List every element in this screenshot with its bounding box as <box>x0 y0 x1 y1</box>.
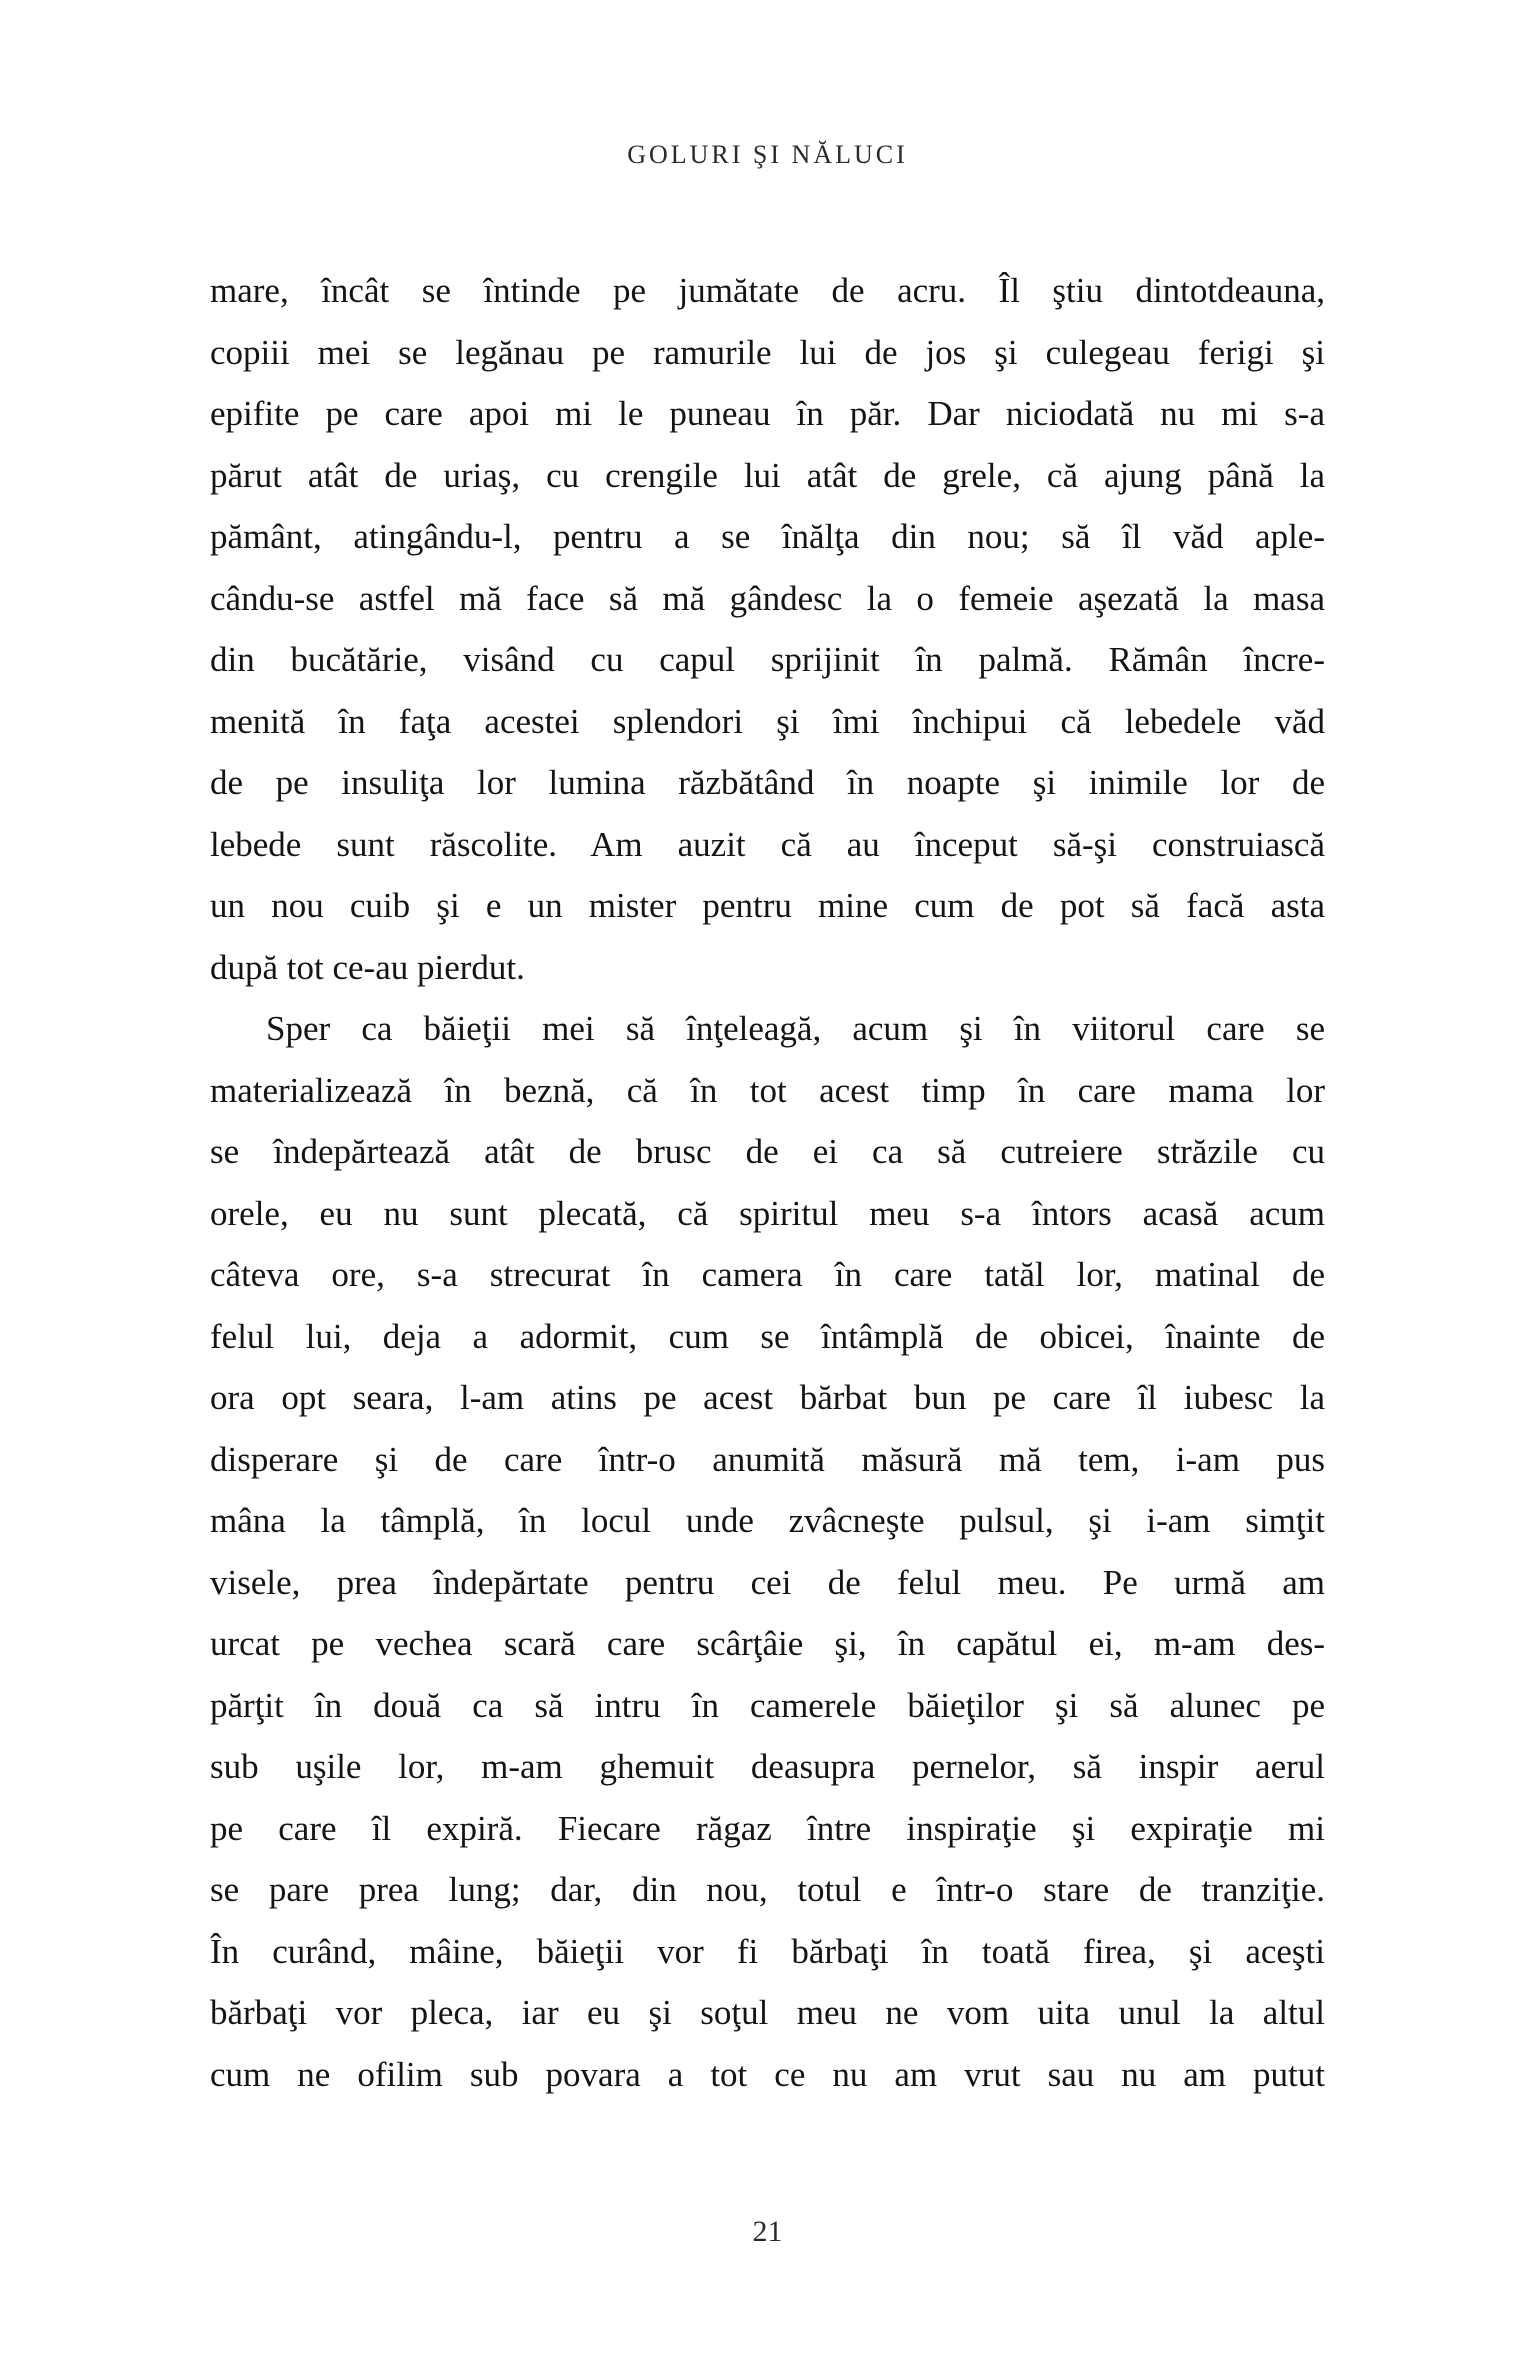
text-line: lebede sunt răscolite. Am auzit că au început să-şi construiască <box>210 824 1325 864</box>
text-line: cum ne ofilim sub povara a tot ce nu am vrut sau nu am putut <box>210 2054 1325 2094</box>
text-line: ora opt seara, l-am atins pe acest bărbat bun pe care îl iubesc la <box>210 1378 1325 1417</box>
text-line: Sper ca băieţii mei să înţeleagă, acum şi în viitorul care se <box>266 1009 1325 1048</box>
text-line: un nou cuib şi e un mister pentru mine cum de pot să facă asta <box>210 886 1325 925</box>
text-line: pământ, atingându-l, pentru a se înălţa din nou; să îl văd aple- <box>210 517 1325 556</box>
text-line: pe care îl expiră. Fiecare răgaz între inspiraţie şi expiraţie mi <box>210 1808 1325 1848</box>
running-head: GOLURI ŞI NĂLUCI <box>627 140 908 169</box>
text-line: mare, încât se întinde pe jumătate de acru. Îl ştiu dintotdeauna, <box>210 271 1325 310</box>
text-line: mâna la tâmplă, în locul unde zvâcneşte pulsul, şi i-am simţit <box>210 1501 1325 1540</box>
text-line: de pe insuliţa lor lumina răzbătând în noapte şi inimile lor de <box>210 763 1325 802</box>
body-text-block <box>210 260 1325 2105</box>
text-line: câteva ore, s-a strecurat în camera în care tatăl lor, matinal de <box>210 1255 1325 1294</box>
text-line: cându-se astfel mă face să mă gândesc la o femeie aşezată la masa <box>210 578 1325 618</box>
text-line: În curând, mâine, băieţii vor fi bărbaţi în toată firea, şi aceşti <box>210 1931 1325 1971</box>
text-line: se pare prea lung; dar, din nou, totul e într-o stare de tranziţie. <box>210 1870 1325 1909</box>
text-line: urcat pe vechea scară care scârţâie şi, în capătul ei, m-am des- <box>210 1624 1325 1663</box>
text-line: părţit în două ca să intru în camerele băieţilor şi să alunec pe <box>210 1685 1325 1725</box>
text-line: disperare şi de care într-o anumită măsură mă tem, i-am pus <box>210 1439 1325 1479</box>
text-line: felul lui, deja a adormit, cum se întâmplă de obicei, înainte de <box>210 1316 1325 1356</box>
text-line: menită în faţa acestei splendori şi îmi închipui că lebedele văd <box>210 701 1325 741</box>
text-line: bărbaţi vor pleca, iar eu şi soţul meu ne vom uita unul la altul <box>210 1993 1325 2032</box>
text-line: orele, eu nu sunt plecată, că spiritul meu s-a întors acasă acum <box>210 1193 1325 1233</box>
text-line: se îndepărtează atât de brusc de ei ca să cutreiere străzile cu <box>210 1132 1325 1171</box>
text-line: după tot ce-au pierdut. <box>210 947 525 987</box>
text-line: epifite pe care apoi mi le puneau în păr. Dar niciodată nu mi s-a <box>210 394 1325 433</box>
text-line: visele, prea îndepărtate pentru cei de felul meu. Pe urmă am <box>210 1562 1325 1602</box>
page-number: 21 <box>752 2215 783 2248</box>
text-line: din bucătărie, visând cu capul sprijinit în palmă. Rămân încre- <box>210 640 1325 679</box>
text-line: sub uşile lor, m-am ghemuit deasupra pernelor, să inspir aerul <box>210 1747 1325 1786</box>
text-line: materializează în beznă, că în tot acest timp în care mama lor <box>210 1070 1325 1110</box>
text-line: copiii mei se legănau pe ramurile lui de jos şi culegeau ferigi şi <box>210 332 1325 372</box>
text-line: părut atât de uriaş, cu crengile lui atât de grele, că ajung până la <box>210 455 1325 495</box>
